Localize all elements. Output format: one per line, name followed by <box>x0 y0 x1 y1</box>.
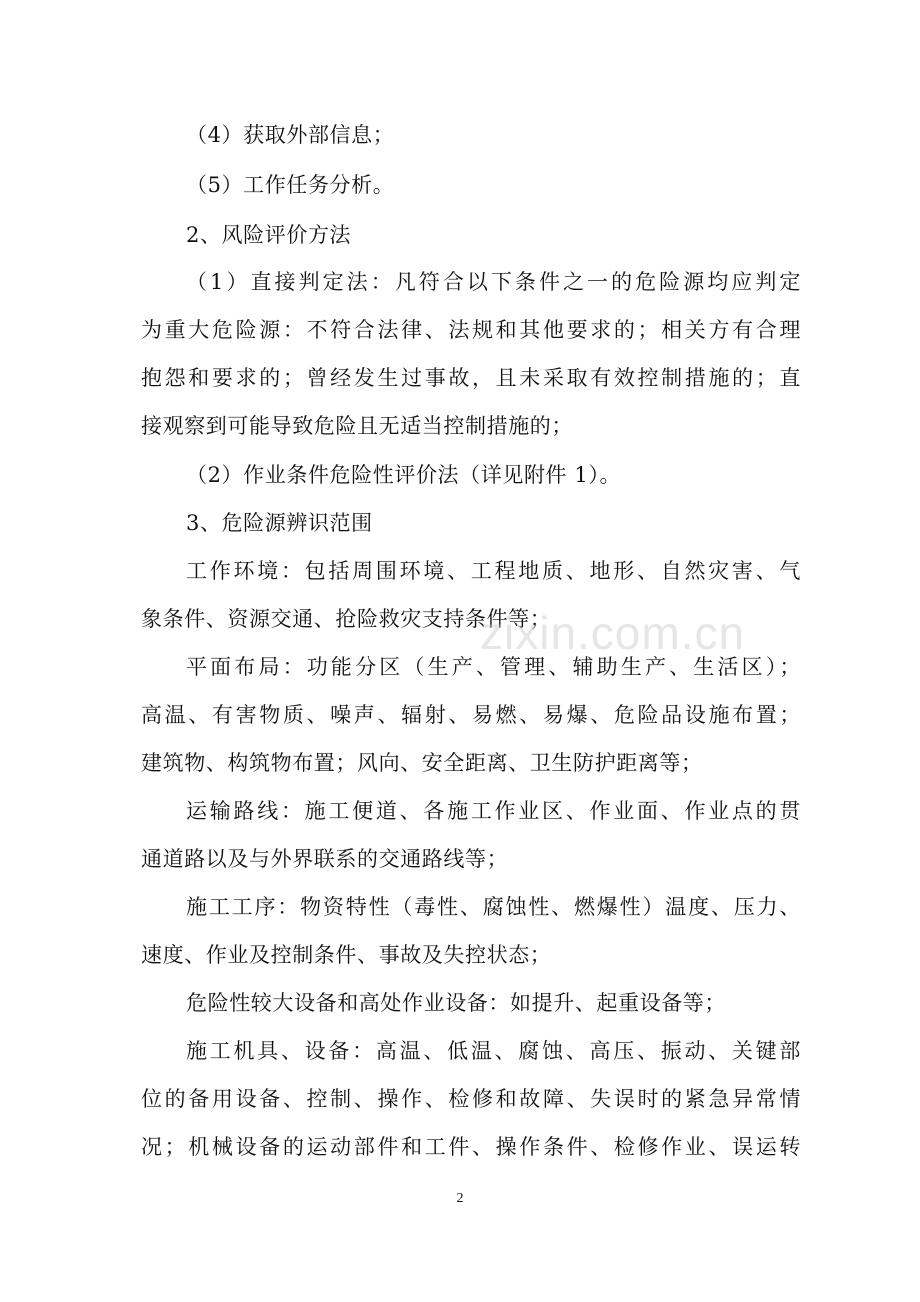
paragraph-line: 运输路线：施工便道、各施工作业区、作业面、作业点的贯 <box>186 799 801 823</box>
paragraph-line: 接观察到可能导致危险且无适当控制措施的； <box>141 414 573 438</box>
paragraph-line: 为重大危险源：不符合法律、法规和其他要求的；相关方有合理 <box>141 318 801 342</box>
paragraph-line: 高温、有害物质、噪声、辐射、易燃、易爆、危险品设施布置； <box>141 703 801 727</box>
section-heading-2: 2、风险评价方法 <box>186 223 352 247</box>
paragraph-line: 通道路以及与外界联系的交通路线等； <box>141 847 509 871</box>
section-heading-3: 3、危险源辨识范围 <box>186 511 373 535</box>
paragraph-line: 速度、作业及控制条件、事故及失控状态； <box>141 943 552 967</box>
paragraph-line: 建筑物、构筑物布置；风向、安全距离、卫生防护距离等； <box>141 751 703 775</box>
paragraph-line: 平面布局：功能分区（生产、管理、辅助生产、生活区）； <box>186 655 801 679</box>
paragraph-line: 位的备用设备、控制、操作、检修和故障、失误时的紧急异常情 <box>141 1087 801 1111</box>
list-item-4: （4）获取外部信息； <box>186 123 395 147</box>
paragraph-line: 况；机械设备的运动部件和工件、操作条件、检修作业、误运转 <box>141 1135 801 1159</box>
paragraph-line: 危险性较大设备和高处作业设备：如提升、起重设备等； <box>186 991 726 1015</box>
paragraph-line: 抱怨和要求的；曾经发生过事故，且未采取有效控制措施的；直 <box>141 366 801 390</box>
list-item-5: （5）工作任务分析。 <box>186 173 395 197</box>
paragraph-line: 施工机具、设备：高温、低温、腐蚀、高压、振动、关键部 <box>186 1039 801 1063</box>
paragraph-line: （2）作业条件危险性评价法（详见附件 1）。 <box>186 463 622 487</box>
paragraph-line: 施工工序：物资特性（毒性、腐蚀性、燃爆性）温度、压力、 <box>186 895 801 919</box>
paragraph-line: （1）直接判定法：凡符合以下条件之一的危险源均应判定 <box>186 270 801 294</box>
paragraph-line: 工作环境：包括周围环境、工程地质、地形、自然灾害、气 <box>186 559 801 583</box>
paragraph-line: 象条件、资源交通、抢险救灾支持条件等； <box>141 607 552 631</box>
watermark: zixin.com.cn <box>480 607 746 659</box>
page-number: 2 <box>456 1191 464 1206</box>
